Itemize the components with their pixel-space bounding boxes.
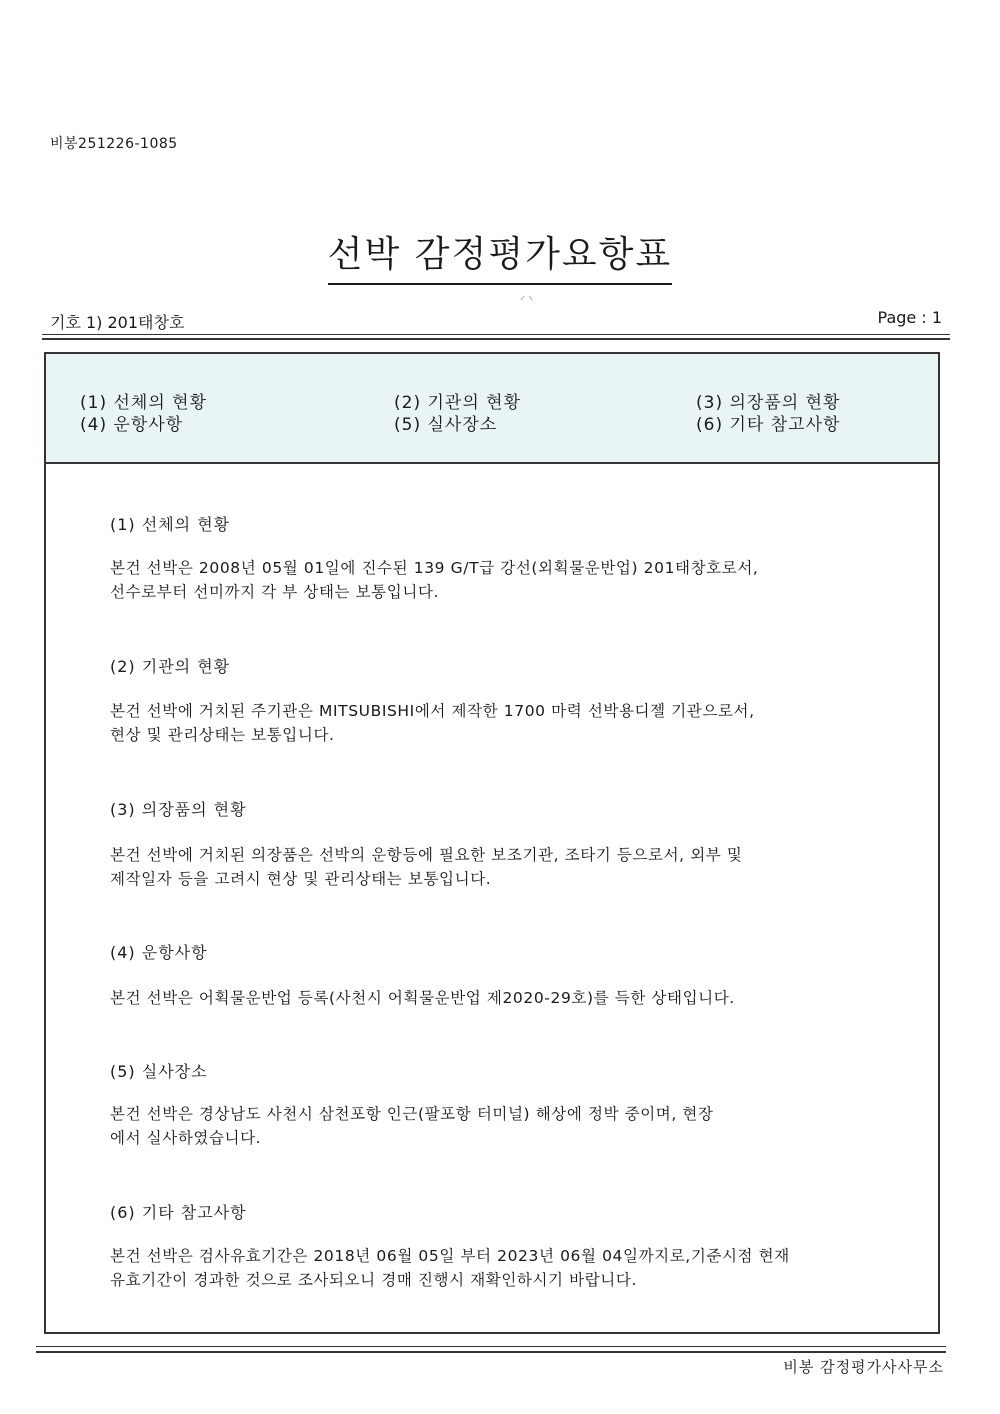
section-heading: (2) 기관의 현황 — [110, 657, 231, 676]
toc-item: (1) 선체의 현황 — [80, 393, 207, 413]
page-number: Page : 1 — [877, 308, 942, 327]
header-divider — [42, 334, 950, 335]
section-heading: (5) 실사장소 — [110, 1062, 208, 1081]
toc-item: (2) 기관의 현황 — [394, 393, 521, 413]
section-heading: (6) 기타 참고사항 — [110, 1203, 247, 1222]
faint-mark: ⸝ ⸜ — [520, 291, 534, 302]
section-body: 본건 선박은 2008년 05월 01일에 진수된 139 G/T급 강선(외획물운반업) 201태창호로서, 선수로부터 선미까지 각 부 상태는 보통입니다. — [110, 559, 759, 601]
toc-item: (4) 운항사항 — [80, 415, 184, 435]
section-body: 본건 선박에 거치된 의장품은 선박의 운항등에 필요한 보조기관, 조타기 등으로서, 외부 및 제작일자 등을 고려시 현상 및 관리상태는 보통입니다. — [110, 846, 743, 888]
subject-label: 기호 1) 201태창호 — [50, 313, 185, 332]
section-heading: (4) 운항사항 — [110, 943, 208, 962]
header-divider-thick — [42, 338, 950, 340]
section-body: 본건 선박은 경상남도 사천시 삼천포항 인근(팔포항 터미널) 해상에 정박 중이며, 현장 에서 실사하였습니다. — [110, 1105, 714, 1147]
content-frame — [44, 352, 940, 1334]
toc-item: (3) 의장품의 현황 — [696, 393, 841, 413]
page-title — [0, 226, 1000, 285]
footer-divider-thick — [36, 1351, 946, 1353]
page-title-text: 선박 감정평가요항표 — [328, 226, 672, 285]
footer-divider — [36, 1346, 946, 1347]
section-body: 본건 선박은 검사유효기간은 2018년 06월 05일 부터 2023년 06월 04일까지로,기준시점 현재 유효기간이 경과한 것으로 조사되오니 경매 진행시 재확인하시기 바랍니다. — [110, 1247, 790, 1289]
section-heading: (1) 선체의 현황 — [110, 515, 231, 534]
table-of-contents — [46, 354, 938, 464]
office-name: 비봉 감정평가사사무소 — [783, 1358, 944, 1376]
document-number: 비봉251226-1085 — [50, 136, 178, 152]
section-heading: (3) 의장품의 현황 — [110, 800, 247, 819]
section-body: 본건 선박에 거치된 주기관은 MITSUBISHI에서 제작한 1700 마력 선박용디젤 기관으로서, 현상 및 관리상태는 보통입니다. — [110, 702, 755, 744]
section-body: 본건 선박은 어획물운반업 등록(사천시 어획물운반업 제2020-29호)를 득한 상태입니다. — [110, 989, 735, 1007]
toc-item: (5) 실사장소 — [394, 415, 498, 435]
toc-item: (6) 기타 참고사항 — [696, 415, 841, 435]
